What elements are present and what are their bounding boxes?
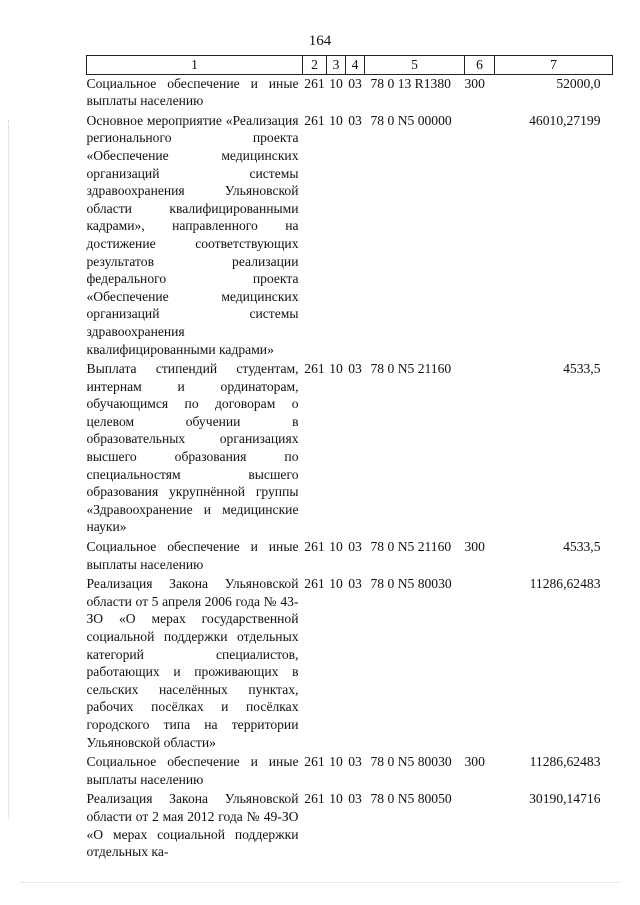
row-amount: 4533,5 xyxy=(563,539,601,555)
header-col-6: 6 xyxy=(465,56,495,75)
table-row xyxy=(87,112,613,360)
row-col-6: 300 xyxy=(464,754,485,770)
row-name: Реализация Закона Ульяновской области от 2 мая 2012 года № 49-ЗО «О мерах социальной поддержки отдельных ка- xyxy=(86,791,299,860)
scan-margin-artifact xyxy=(8,120,10,820)
header-col-5: 5 xyxy=(365,56,465,75)
row-col-4: 03 xyxy=(348,112,362,128)
row-name: Реализация Закона Ульяновской области от 5 апреля 2006 года № 43-ЗО «О мерах государственной социальной поддержки отдельных категорий специалистов, работающих и проживающих в сельских населённых пунктах, рабочих посёлках и посёлках городского типа на территории Ульяновской области» xyxy=(86,576,299,750)
header-row xyxy=(87,56,613,75)
header-col-4: 4 xyxy=(346,56,365,75)
row-col-5: 78 0 N5 00000 xyxy=(370,112,452,128)
row-col-3: 10 xyxy=(329,361,343,377)
table-row xyxy=(87,538,613,575)
header-col-7: 7 xyxy=(495,56,613,75)
row-col-2: 261 xyxy=(304,112,325,128)
table-row xyxy=(87,790,613,862)
row-amount: 30190,14716 xyxy=(529,791,601,807)
table-row xyxy=(87,360,613,538)
row-name: Социальное обеспечение и иные выплаты населению xyxy=(86,539,299,572)
row-col-5: 78 0 N5 80030 xyxy=(370,754,452,770)
row-col-2: 261 xyxy=(304,361,325,377)
row-col-6: 300 xyxy=(464,539,485,555)
row-col-3: 10 xyxy=(329,791,343,807)
header-col-3: 3 xyxy=(327,56,346,75)
row-col-5: 78 0 N5 21160 xyxy=(370,361,452,377)
row-col-6 xyxy=(465,360,495,538)
row-col-4: 03 xyxy=(348,576,362,592)
row-col-4: 03 xyxy=(348,361,362,377)
row-col-3: 10 xyxy=(329,754,343,770)
row-col-3: 10 xyxy=(329,539,343,555)
row-col-6 xyxy=(465,112,495,360)
row-name: Выплата стипендий студентам, интернам и ординаторам, обучающимся по договорам о целевом обучении в образовательных организациях высшего образования по специальностям высшего образования укрупнённой группы «Здравоохранение и медицинские науки» xyxy=(86,361,299,535)
row-col-2: 261 xyxy=(304,791,325,807)
row-col-2: 261 xyxy=(304,576,325,592)
row-amount: 4533,5 xyxy=(563,361,601,377)
budget-table xyxy=(86,55,613,863)
table-row xyxy=(87,575,613,753)
row-col-2: 261 xyxy=(304,754,325,770)
row-col-6: 300 xyxy=(464,75,485,91)
row-name: Социальное обеспечение и иные выплаты населению xyxy=(86,754,299,787)
row-name: Социальное обеспечение и иные выплаты населению xyxy=(86,75,299,109)
row-col-5: 78 0 N5 80030 xyxy=(370,576,452,592)
table-row xyxy=(87,74,613,112)
row-col-3: 10 xyxy=(329,112,343,128)
row-col-6 xyxy=(465,575,495,753)
header-col-2: 2 xyxy=(303,56,327,75)
row-col-3: 10 xyxy=(329,75,343,91)
row-col-6 xyxy=(465,790,495,862)
row-amount: 46010,27199 xyxy=(529,112,601,128)
page-number: 164 xyxy=(308,33,332,49)
row-name: Основное мероприятие «Реализация регионального проекта «Обеспечение медицинских организаций системы здравоохранения Ульяновской области квалифицированными кадрами», направленного на достижение соответствующих результатов реализации федерального проекта «Обеспечение медицинских организаций системы здравоохранения квалифицированными кадрами» xyxy=(86,112,299,357)
row-col-4: 03 xyxy=(348,75,362,91)
row-col-4: 03 xyxy=(348,754,362,770)
table-row xyxy=(87,753,613,790)
scan-bottom-artifact xyxy=(20,882,620,884)
row-amount: 11286,62483 xyxy=(529,754,601,770)
row-col-5: 78 0 13 R1380 xyxy=(370,75,451,91)
row-amount: 52000,0 xyxy=(556,75,601,91)
row-col-2: 261 xyxy=(304,75,325,91)
row-col-5: 78 0 N5 21160 xyxy=(370,539,452,555)
row-col-5: 78 0 N5 80050 xyxy=(370,791,452,807)
row-amount: 11286,62483 xyxy=(529,576,601,592)
header-col-1: 1 xyxy=(87,56,303,75)
row-col-4: 03 xyxy=(348,791,362,807)
row-col-2: 261 xyxy=(304,539,325,555)
row-col-4: 03 xyxy=(348,539,362,555)
row-col-3: 10 xyxy=(329,576,343,592)
